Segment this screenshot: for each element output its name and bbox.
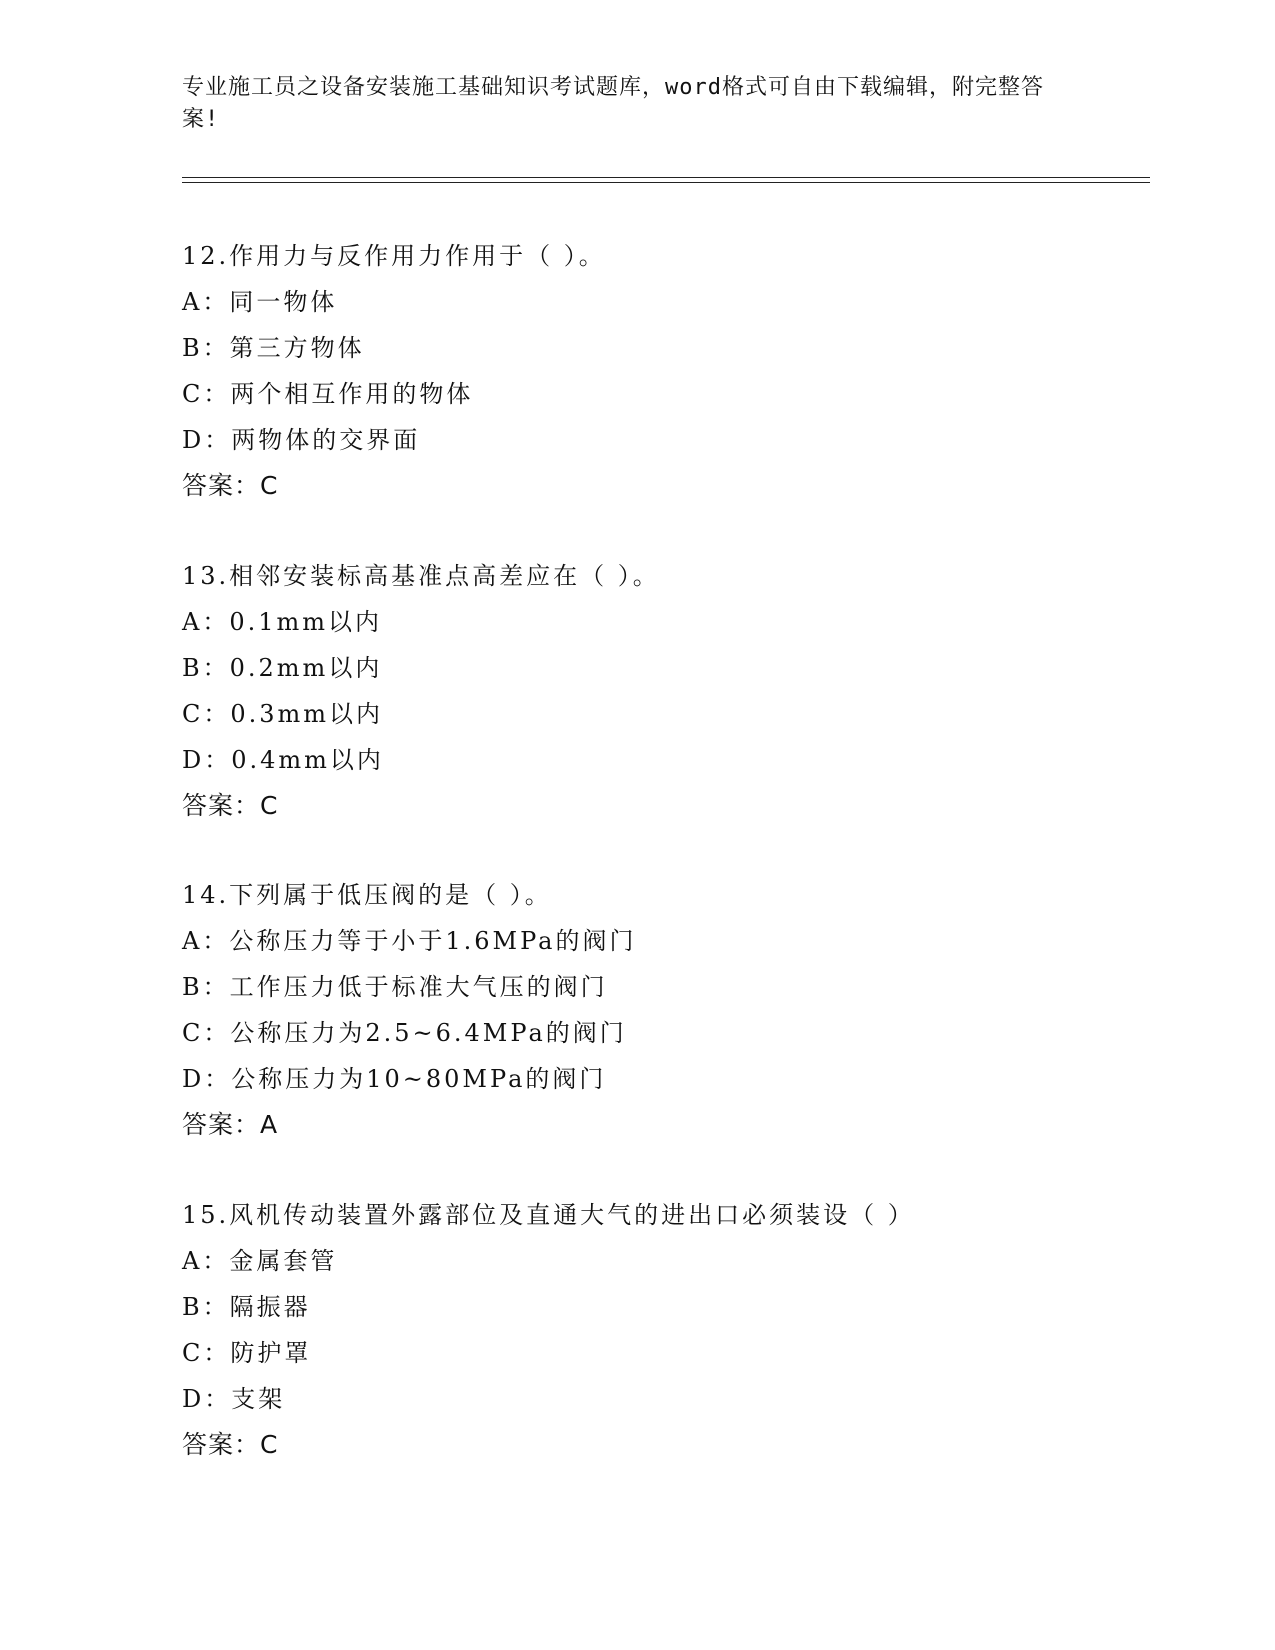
- option-d: D：0.4mm以内: [182, 746, 384, 774]
- option-d: D：公称压力为10~80MPa的阀门: [182, 1065, 607, 1093]
- question-stem: 12.作用力与反作用力作用于（ ）。: [182, 242, 606, 270]
- answer: 答案：A: [182, 1110, 279, 1139]
- question-stem: 14.下列属于低压阀的是（ ）。: [182, 881, 552, 909]
- option-a: A：0.1mm以内: [182, 608, 383, 636]
- header-divider-bottom: [182, 182, 1150, 183]
- answer: 答案：C: [182, 1430, 279, 1459]
- option-d: D：支架: [182, 1385, 286, 1413]
- question-15: [182, 1192, 1142, 1468]
- question-stem: 15.风机传动装置外露部位及直通大气的进出口必须装设（ ）: [182, 1201, 915, 1229]
- option-c: C：防护罩: [182, 1339, 312, 1367]
- option-a: A：公称压力等于小于1.6MPa的阀门: [182, 927, 637, 955]
- question-13: [182, 553, 1142, 829]
- header-divider-top: [182, 177, 1150, 178]
- option-a: A：金属套管: [182, 1247, 338, 1275]
- option-c: C：公称压力为2.5~6.4MPa的阀门: [182, 1019, 627, 1047]
- question-stem: 13.相邻安装标高基准点高差应在（ ）。: [182, 562, 660, 590]
- option-d: D：两物体的交界面: [182, 426, 421, 454]
- option-a: A：同一物体: [182, 288, 338, 316]
- answer: 答案：C: [182, 791, 279, 820]
- question-14: [182, 872, 1142, 1148]
- option-b: B：0.2mm以内: [182, 654, 383, 682]
- option-b: B：第三方物体: [182, 334, 365, 362]
- document-header: 专业施工员之设备安装施工基础知识考试题库，word格式可自由下载编辑，附完整答案!: [182, 75, 1044, 132]
- answer: 答案：C: [182, 471, 279, 500]
- option-b: B：工作压力低于标准大气压的阀门: [182, 973, 608, 1001]
- question-12: [182, 233, 1142, 509]
- option-b: B：隔振器: [182, 1293, 311, 1321]
- option-c: C：0.3mm以内: [182, 700, 384, 728]
- option-c: C：两个相互作用的物体: [182, 380, 474, 408]
